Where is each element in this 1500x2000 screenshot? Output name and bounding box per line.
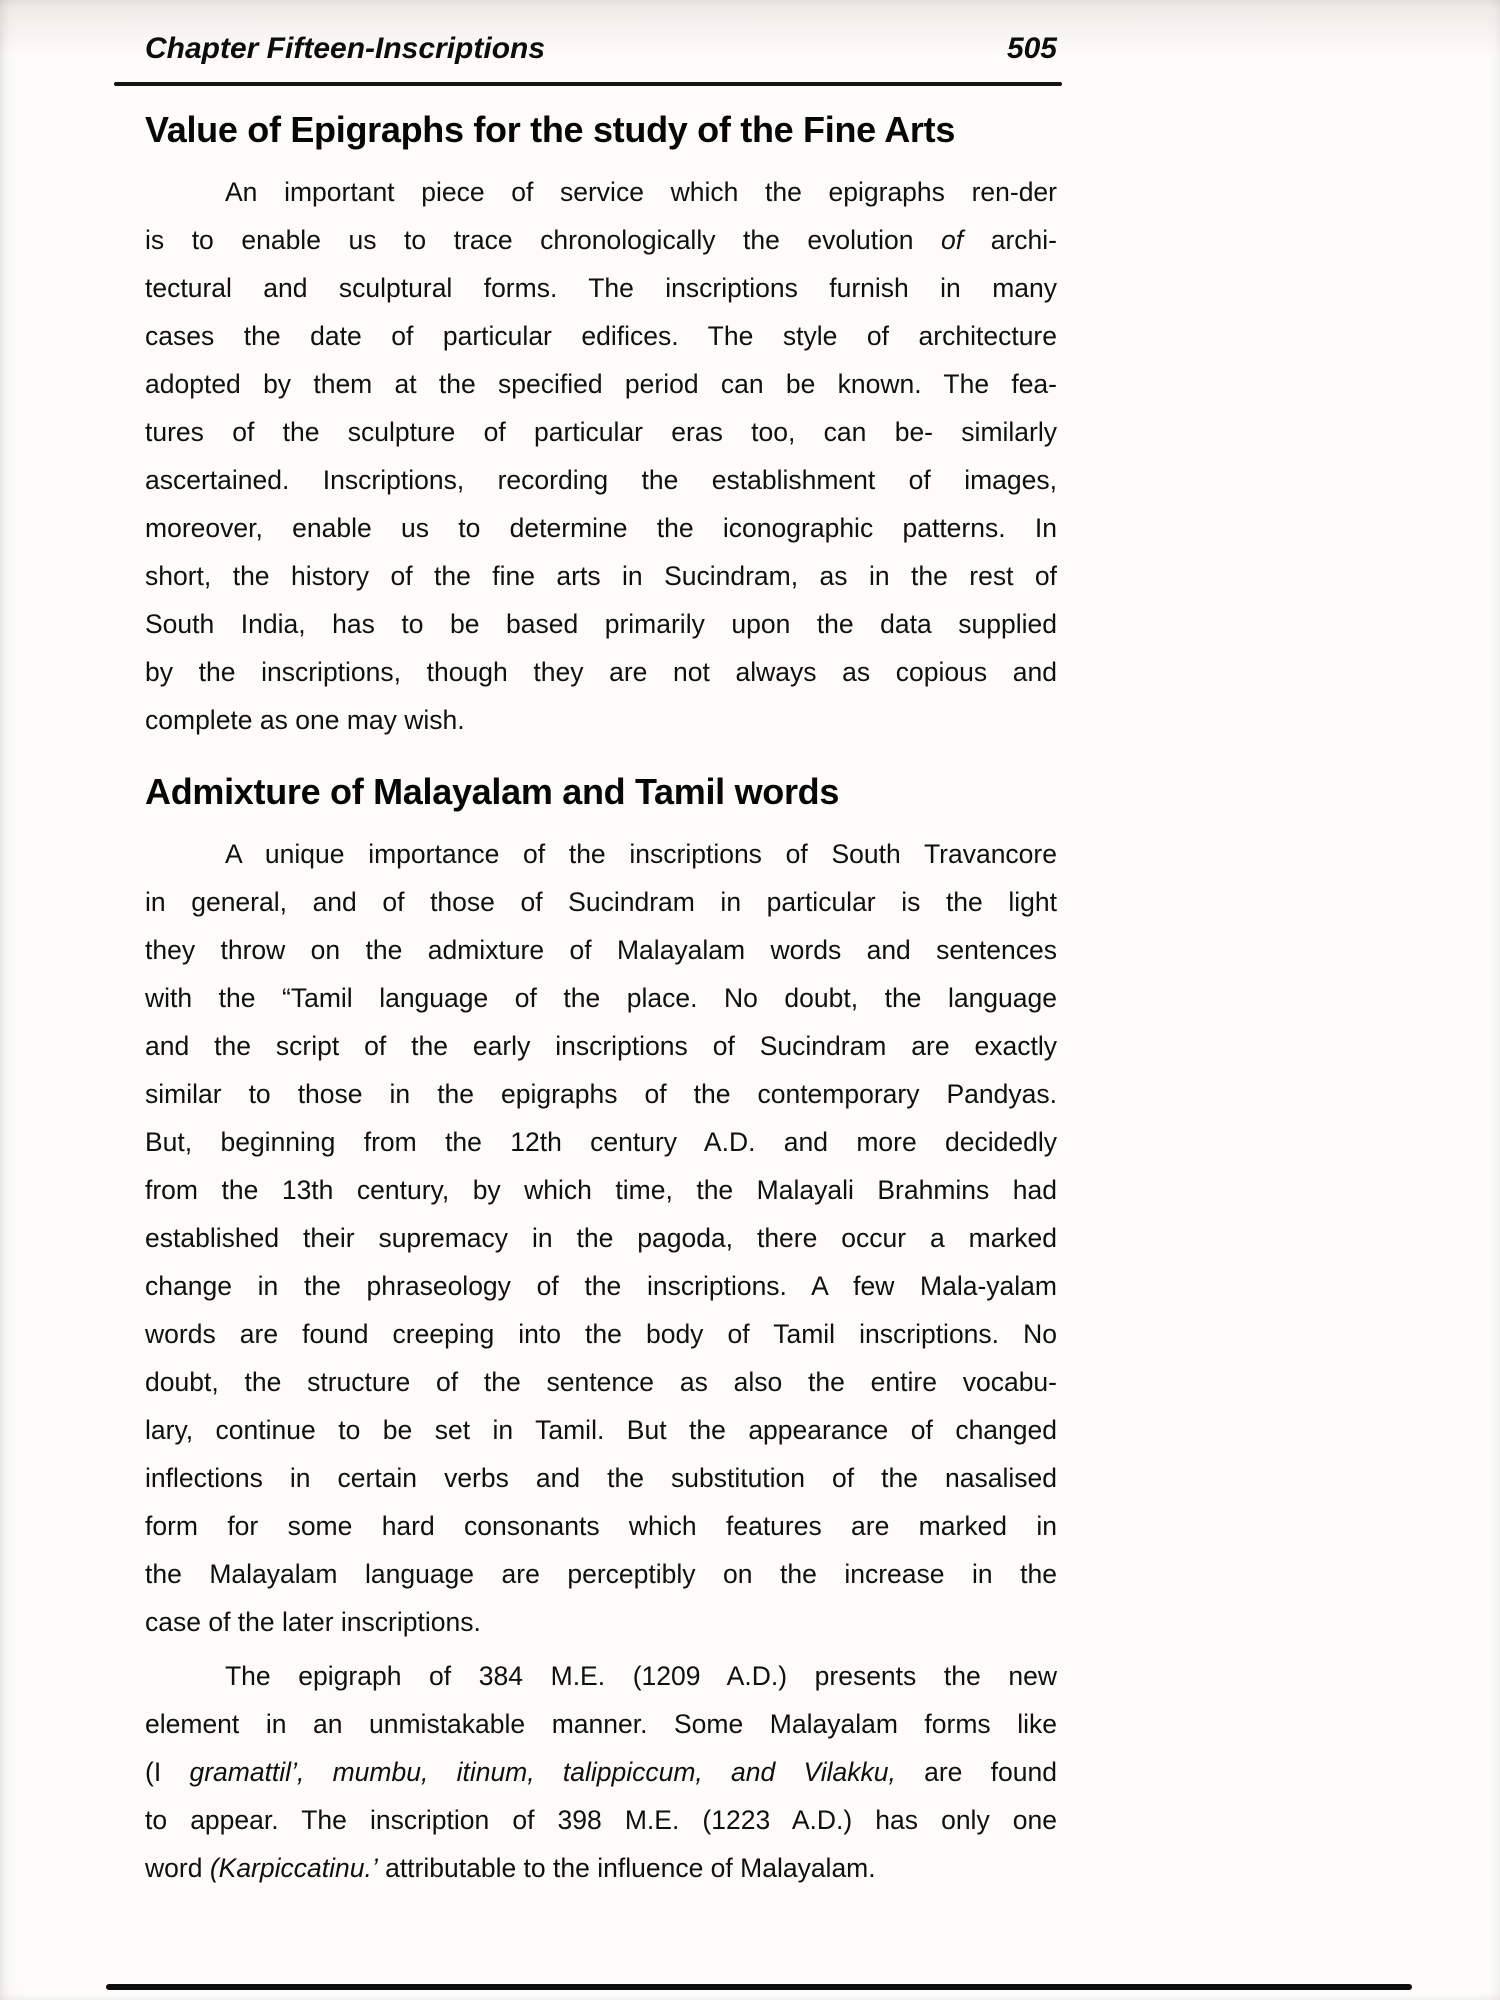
italic-text: gramattil’, mumbu, itinum, talippiccum, and Vilakku, [189, 1757, 896, 1787]
text-line: by the inscriptions, though they are not always as copious and [145, 657, 1057, 687]
text-line: in general, and of those of Sucindram in particular is the light [145, 887, 1057, 917]
text-line: tures of the sculpture of particular eras too, can be- similarly [145, 417, 1057, 447]
text-line: South India, has to be based primarily upon the data supplied [145, 609, 1057, 639]
paragraph [145, 168, 1057, 744]
text-line: adopted by them at the specified period can be known. The fea- [145, 369, 1057, 399]
text-line: complete as one may wish. [145, 705, 465, 735]
text-line: An important piece of service which the epigraphs ren-der [225, 177, 1057, 207]
italic-text: (Karpiccatinu.’ [209, 1853, 378, 1883]
text-line: they throw on the admixture of Malayalam words and sentences [145, 935, 1057, 965]
text-line: tectural and sculptural forms. The inscriptions furnish in many [145, 273, 1057, 303]
page-number: 505 [1006, 32, 1057, 65]
chapter-title: Chapter Fifteen-Inscriptions [145, 32, 546, 65]
text-line: inflections in certain verbs and the substitution of the nasalised [145, 1463, 1057, 1493]
text-line: form for some hard consonants which features are marked in [145, 1511, 1057, 1541]
section-heading: Value of Epigraphs for the study of the Fine Arts [145, 109, 956, 150]
text-line: moreover, enable us to determine the iconographic patterns. In [145, 513, 1057, 543]
text-line: and the script of the early inscriptions of Sucindram are exactly [145, 1031, 1057, 1061]
text-line [145, 216, 1057, 264]
text-segment: attributable to the influence of Malayalam. [377, 1853, 876, 1883]
text-line: cases the date of particular edifices. The style of architecture [145, 321, 1057, 351]
text-line: element in an unmistakable manner. Some Malayalam forms like [145, 1709, 1057, 1739]
text-line: from the 13th century, by which time, the Malayali Brahmins had [145, 1175, 1057, 1205]
text-line: similar to those in the epigraphs of the contemporary Pandyas. [145, 1079, 1057, 1109]
text-line: case of the later inscriptions. [145, 1607, 481, 1637]
page-content [145, 98, 1057, 1898]
text-segment: archi- [963, 225, 1057, 255]
header-rule [114, 82, 1062, 86]
paragraph [145, 1652, 1057, 1892]
text-line [145, 1844, 1057, 1892]
text-line: lary, continue to be set in Tamil. But the appearance of changed [145, 1415, 1057, 1445]
text-segment: are found [895, 1757, 1057, 1787]
text-segment: word [145, 1853, 210, 1883]
italic-text: of [941, 225, 964, 255]
text-line: short, the history of the fine arts in Sucindram, as in the rest of [145, 561, 1057, 591]
text-line: words are found creeping into the body of Tamil inscriptions. No [145, 1319, 1057, 1349]
text-segment: (I [145, 1757, 190, 1787]
text-line: with the “Tamil language of the place. No doubt, the language [145, 983, 1057, 1013]
paragraph [145, 830, 1057, 1646]
page-header [145, 32, 1057, 66]
text-line: The epigraph of 384 M.E. (1209 A.D.) presents the new [225, 1661, 1057, 1691]
text-line: to appear. The inscription of 398 M.E. (1223 A.D.) has only one [145, 1805, 1057, 1835]
text-line: ascertained. Inscriptions, recording the establishment of images, [145, 465, 1057, 495]
text-segment: is to enable us to trace chronologically the evolution [145, 225, 942, 255]
section-heading: Admixture of Malayalam and Tamil words [145, 771, 840, 812]
text-line [145, 1748, 1057, 1796]
text-line: established their supremacy in the pagoda, there occur a marked [145, 1223, 1057, 1253]
text-line: A unique importance of the inscriptions of South Travancore [225, 839, 1057, 869]
text-line: But, beginning from the 12th century A.D. and more decidedly [145, 1127, 1057, 1157]
text-line: doubt, the structure of the sentence as also the entire vocabu- [145, 1367, 1057, 1397]
text-line: change in the phraseology of the inscriptions. A few Mala-yalam [145, 1271, 1057, 1301]
scan-bottom-edge-line [106, 1984, 1412, 1990]
text-line: the Malayalam language are perceptibly on the increase in the [145, 1559, 1057, 1589]
